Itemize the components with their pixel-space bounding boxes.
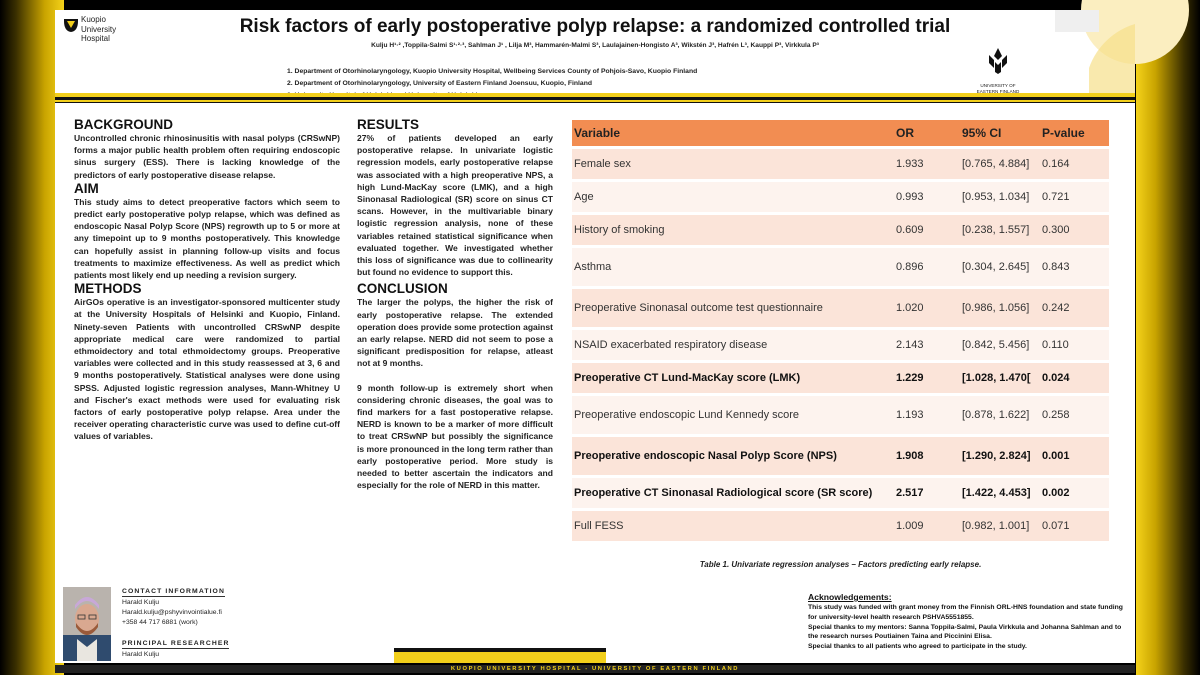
cell-or: 1.020 (894, 289, 960, 327)
background-heading: BACKGROUND (74, 117, 173, 132)
cell-p: 0.001 (1040, 437, 1109, 475)
cell-p: 0.071 (1040, 511, 1109, 541)
contact-phone: +358 44 717 6881 (work) (122, 619, 198, 626)
table-row (572, 289, 1109, 327)
header-stripe-black-thin (55, 102, 1135, 103)
table-row (572, 396, 1109, 434)
kuh-logo-line: Kuopio (81, 15, 106, 24)
acknowledgements-line: Special thanks to all patients who agreed to participate in the study. (808, 643, 1027, 651)
results-table (572, 117, 1109, 544)
results-heading: RESULTS (357, 117, 420, 132)
column-header-or: OR (894, 120, 960, 146)
aim-text: This study aims to detect preoperative factors which seem to predict early postoperative polyp relapse, which was defined as endoscopic Nasal Polyp Score (NPS) regrowth up to 5 or more at any timepoint up to 9 months postoperatively. This knowledge can hopefully assist in planning follow-up visits and focus treatments to maximize effectiveness. As well as predict which patients most likely end up needing a revision surgery. (74, 196, 340, 281)
cell-p: 0.024 (1040, 363, 1109, 393)
cell-p: 0.843 (1040, 248, 1109, 286)
cell-variable: Full FESS (572, 511, 894, 541)
cell-variable: Preoperative CT Lund-MacKay score (LMK) (572, 363, 894, 393)
cell-variable: Asthma (572, 248, 894, 286)
results-text: 27% of patients developed an early postoperative relapse. In univariate logistic regression models, early postoperative relapse was associated with a high preoperative NPS, a high Lund-MacKay score (LMK), and a high Sinonasal Radiological (SR) score on sinus CT scans. However, in the multivariable binary logistic regression analysis, none of these variables retained statistical significance when evaluated together. We investigated whether this loss of significance was due to collinearity but found no evidence to support this. (357, 133, 553, 278)
table-row (572, 330, 1109, 360)
kuh-logo-line: University (81, 24, 117, 34)
cell-or: 1.229 (894, 363, 960, 393)
cell-ci: [0.982, 1.001] (960, 511, 1040, 541)
acknowledgements (808, 592, 1128, 652)
cell-or: 1.908 (894, 437, 960, 475)
kuh-logo-line: Hospital (81, 34, 110, 43)
table-caption: Table 1. Univariate regression analyses – Factors predicting early relapse. (699, 560, 982, 569)
cell-ci: [0.878, 1.622] (960, 396, 1040, 434)
table-row (572, 437, 1109, 475)
acknowledgements-line: This study was funded with grant money from the Finnish ORL-HNS foundation and state funding for university-level health research PSHVA5551855. (808, 604, 1123, 621)
cell-or: 2.143 (894, 330, 960, 360)
acknowledgements-line: Special thanks to my mentors: Sanna Toppila-Salmi, Paula Virkkula and Johanna Sahlman and to the research nurses Poutiainen Taina and Piccinini Elisa. (808, 623, 1122, 641)
column-header-p-value: P-value (1040, 120, 1109, 146)
uef-logo-line: UNIVERSITY OF (980, 83, 1016, 88)
cell-ci: [1.290, 2.824] (960, 437, 1040, 475)
column-header-variable: Variable (572, 120, 894, 146)
kuopio-university-hospital-logo (63, 15, 143, 61)
cell-p: 0.721 (1040, 182, 1109, 212)
table-row (572, 363, 1109, 393)
cell-ci: [0.842, 5.456] (960, 330, 1040, 360)
cell-variable: Female sex (572, 149, 894, 179)
cell-ci: [1.028, 1.470[ (960, 363, 1040, 393)
cell-ci: [0.953, 1.034] (960, 182, 1040, 212)
table-row (572, 182, 1109, 212)
cell-variable: NSAID exacerbated respiratory disease (572, 330, 894, 360)
poster-title: Risk factors of early postoperative polyp relapse: a randomized controlled trial (239, 16, 951, 37)
conclusion-text-1: The larger the polyps, the higher the risk of early postoperative relapse. The extended operation does provide some protection against an early relapse. NERD did not seem to pose a significant predisposition for relapse, atleast not at 9 months. (357, 297, 553, 369)
university-eastern-finland-logo (967, 46, 1029, 96)
table-row (572, 478, 1109, 508)
affiliation-item: 2. Department of Otorhinolaryngology, University of Eastern Finland Joensuu, Kuopio, Finland (287, 80, 593, 87)
table-row (572, 215, 1109, 245)
cell-or: 0.993 (894, 182, 960, 212)
decorative-shapes (1055, 10, 1135, 96)
poster-header (55, 10, 1135, 102)
author-photo (63, 587, 111, 661)
cell-or: 0.896 (894, 248, 960, 286)
cell-p: 0.258 (1040, 396, 1109, 434)
contact-text (122, 587, 229, 660)
aim-heading: AIM (74, 180, 99, 196)
acknowledgements-heading: Acknowledgements: (808, 592, 892, 602)
poster (55, 10, 1135, 672)
methods-text: AirGOs operative is an investigator-sponsored multicenter study at the University Hospitals of Helsinki and Kuopio, Finland. Ninety-seven Patients with uncontrolled CRSwNP despite appropriate medical care were randomized to partial ethmoidectory and total ethmoidectomy groups. Preoperative variables were collected and in this study reassessed at 3, 6 and 9 months postoperatively. Statistical analyses were done using SPSS. Adjusted logistic regression analyses, Mann-Whitney U and Fischer's exact methods were used for evaluating risk factors of early postoperative polyp relapse. Area under the receiver operating characteristic curve was used to define cut-off values of variables. (74, 297, 340, 442)
affiliation-item: 1. Department of Otorhinolaryngology, Kuopio University Hospital, Wellbeing Services County of Pohjois-Savo, Kuopio Finland (287, 68, 698, 75)
conclusion-text-2: 9 month follow-up is extremely short when considering chronic diseases, the goal was to find markers for a fast postoperative relapse. NERD is known to be a marker of more difficult to treat CRSwNP but possibly the significance is more pronounced in the long term rather than early postoperative period. More study is needed to better ascertain the indicators and especially for the role of NERD in this matter. (357, 382, 553, 491)
principal-researcher-name: Harald Kulju (122, 651, 160, 658)
cell-p: 0.110 (1040, 330, 1109, 360)
cell-variable: Preoperative CT Sinonasal Radiological score (SR score) (572, 478, 894, 508)
cell-p: 0.164 (1040, 149, 1109, 179)
contact-heading: CONTACT INFORMATION (122, 588, 225, 595)
cell-variable: Preoperative endoscopic Nasal Polyp Score (NPS) (572, 437, 894, 475)
left-column (74, 117, 340, 443)
contact-email[interactable]: Harald.kulju@pshyvinvointialue.fi (122, 609, 222, 616)
contact-block (63, 587, 277, 661)
cell-or: 1.193 (894, 396, 960, 434)
contact-name: Harald Kulju (122, 599, 160, 606)
principal-researcher-heading: PRINCIPAL RESEARCHER (122, 640, 230, 647)
table-row (572, 248, 1109, 286)
cell-variable: Preoperative endoscopic Lund Kennedy score (572, 396, 894, 434)
cell-or: 1.009 (894, 511, 960, 541)
middle-column (357, 117, 553, 491)
middle-column-bars (394, 648, 606, 663)
cell-variable: Preoperative Sinonasal outcome test questionnaire (572, 289, 894, 327)
cell-p: 0.002 (1040, 478, 1109, 508)
cell-ci: [1.422, 4.453] (960, 478, 1040, 508)
conclusion-heading: CONCLUSION (357, 281, 448, 297)
kuh-emblem-icon (63, 17, 79, 33)
uef-emblem-icon (983, 46, 1013, 76)
table-row (572, 149, 1109, 179)
cell-variable: Age (572, 182, 894, 212)
right-gradient-border (1136, 0, 1200, 675)
cell-or: 2.517 (894, 478, 960, 508)
footer-bar: KUOPIO UNIVERSITY HOSPITAL - UNIVERSITY OF EASTERN FINLAND (55, 665, 1135, 673)
cell-ci: [0.765, 4.884] (960, 149, 1040, 179)
cell-p: 0.242 (1040, 289, 1109, 327)
bar-yellow (394, 652, 606, 663)
cell-p: 0.300 (1040, 215, 1109, 245)
cell-variable: History of smoking (572, 215, 894, 245)
cell-or: 0.609 (894, 215, 960, 245)
kuh-logo-text (81, 15, 116, 44)
column-header-ci: 95% CI (960, 120, 1040, 146)
methods-heading: METHODS (74, 281, 142, 297)
cell-ci: [0.238, 1.557] (960, 215, 1040, 245)
table-row (572, 511, 1109, 541)
author-list: Kulju H¹·² ,Toppila-Salmi S¹·²·³, Sahlman J¹ , Lilja M³, Hammarén-Malmi S³, Laulajainen-Hongisto A³, Wikstén J³, Hafrén L³, Kauppi P³, Virkkula P³ (371, 42, 819, 49)
table-header-row (572, 120, 1109, 146)
cell-or: 1.933 (894, 149, 960, 179)
cell-ci: [0.986, 1.056] (960, 289, 1040, 327)
uef-logo-line: EASTERN FINLAND (976, 88, 1020, 94)
background-text: Uncontrolled chronic rhinosinusitis with nasal polyps (CRSwNP) forms a major public health problem often requiring endoscopic sinus surgery (ESS). There is lacking knowledge of the predictors of early postoperative disease relapse. (74, 133, 340, 180)
cell-ci: [0.304, 2.645] (960, 248, 1040, 286)
